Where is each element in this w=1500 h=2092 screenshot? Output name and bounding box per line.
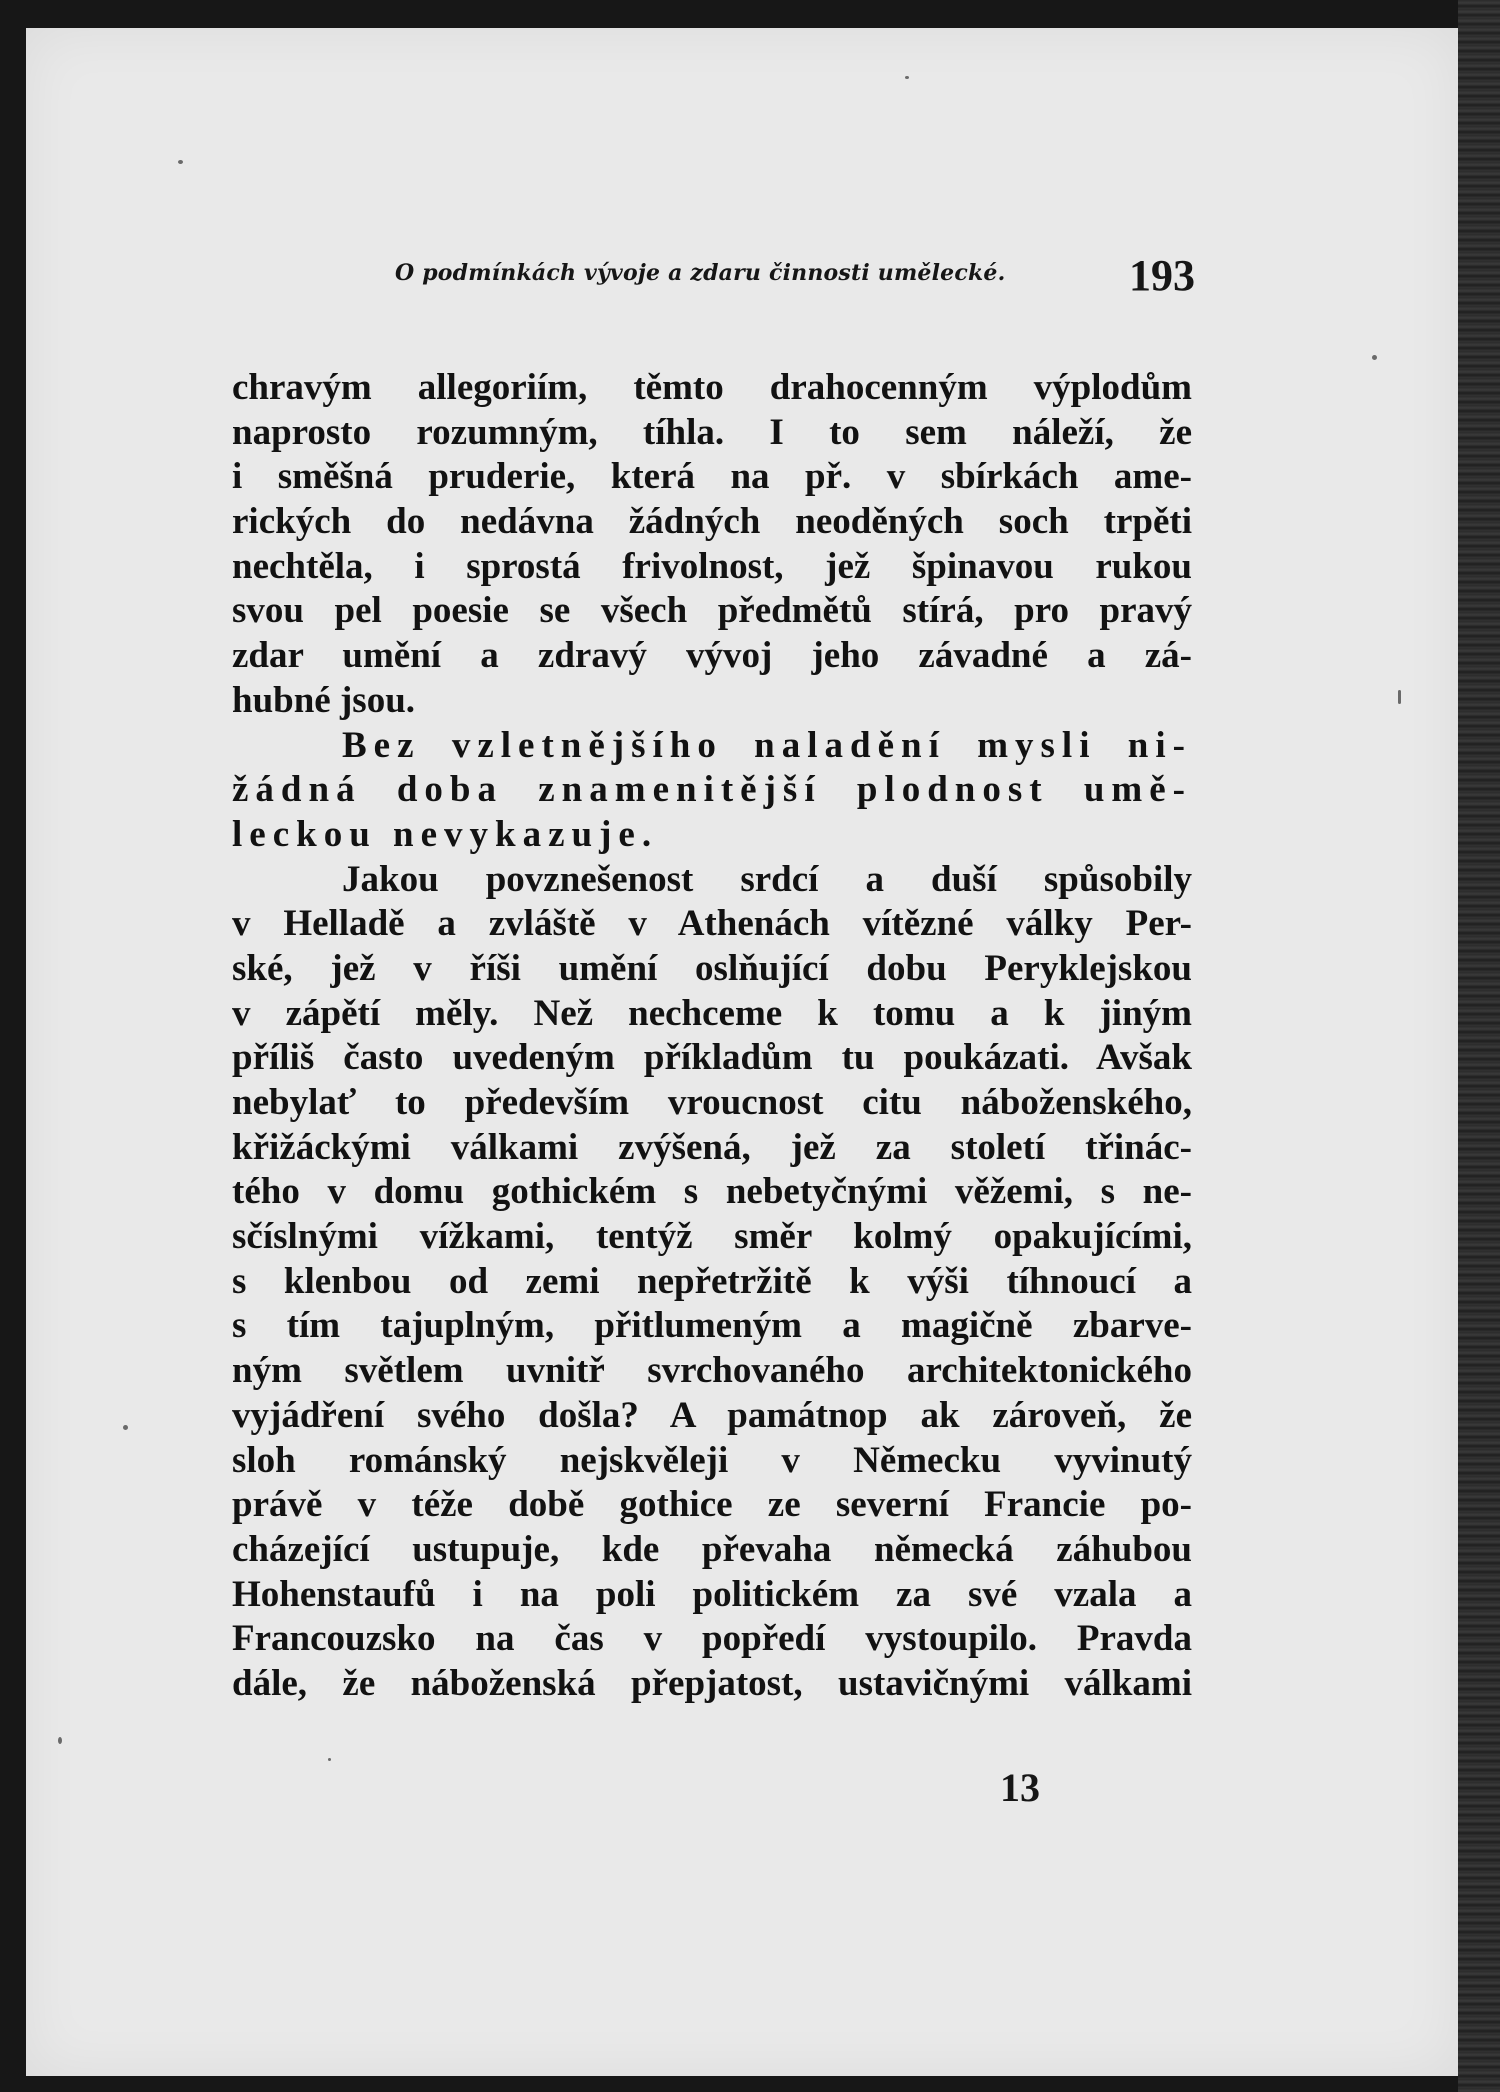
text-line: křižáckými válkami zvýšená, jež za století třinác- — [232, 1126, 1192, 1168]
paper-speck — [1398, 690, 1401, 704]
text-line: cházející ustupuje, kde převaha německá záhubou — [232, 1528, 1192, 1570]
text-line: ným světlem uvnitř svrchovaného architektonického — [232, 1350, 1192, 1392]
text-line: svou pel poesie se všech předmětů stírá, pro pravý — [232, 590, 1192, 632]
paper-speck — [1372, 355, 1377, 360]
text-line: Hohenstaufů i na poli politickém za své vzala a — [232, 1573, 1192, 1615]
text-line: vyjádření svého došla? A památnop ak zároveň, že — [232, 1394, 1192, 1436]
text-line: ské, jež v říši umění oslňující dobu Peryklejskou — [232, 947, 1192, 989]
text-line: sčíslnými vížkami, tentýž směr kolmý opakujícími, — [232, 1216, 1192, 1258]
text-line: v Helladě a zvláště v Athenách vítězné války Per- — [232, 903, 1192, 945]
text-line: rických do nedávna žádných neoděných soch trpěti — [232, 501, 1192, 543]
text-line: i směšná pruderie, která na př. v sbírkách ame- — [232, 456, 1192, 498]
text-line: právě v téže době gothice ze severní Francie po- — [232, 1484, 1192, 1526]
text-line: v zápětí měly. Než nechceme k tomu a k jiným — [232, 992, 1192, 1034]
body-text — [232, 366, 1192, 1707]
text-line-emphasized: leckou nevykazuje. — [232, 813, 659, 855]
text-line-emphasized: žádná doba znamenitější plodnost umě- — [232, 769, 1192, 811]
page-header — [395, 250, 1195, 310]
book-edge — [1458, 0, 1500, 2092]
page-number: 193 — [1129, 251, 1195, 300]
paper-speck — [123, 1425, 128, 1430]
text-line: dále, že náboženská přepjatost, ustavičnými válkami — [232, 1662, 1192, 1704]
text-line-emphasized: Bez vzletnějšího naladění mysli ni- — [342, 724, 1192, 766]
text-line: hubné jsou. — [232, 679, 416, 721]
text-line: příliš často uvedeným příkladům tu poukázati. Avšak — [232, 1037, 1192, 1079]
text-line: naprosto rozumným, tíhla. I to sem náleží, že — [232, 411, 1192, 453]
paper-speck — [328, 1758, 331, 1761]
text-line: zdar umění a zdravý vývoj jeho závadné a zá- — [232, 635, 1192, 677]
paper-speck — [178, 160, 183, 164]
text-line: Jakou povznešenost srdcí a duší spůsobily — [342, 858, 1192, 900]
paper-speck — [905, 76, 909, 79]
text-line: Francouzsko na čas v popředí vystoupilo. Pravda — [232, 1618, 1192, 1660]
paper-speck — [58, 1737, 62, 1744]
text-line: chravým allegoriím, těmto drahocenným výplodům — [232, 367, 1192, 408]
text-line: s tím tajuplným, přitlumeným a magičně zbarve- — [232, 1305, 1192, 1347]
text-line: tého v domu gothickém s nebetyčnými věžemi, s ne- — [232, 1171, 1192, 1213]
text-line: nebylať to především vroucnost citu náboženského, — [232, 1082, 1192, 1123]
text-line: s klenbou od zemi nepřetržitě k výši tíhnoucí a — [232, 1260, 1192, 1302]
running-head: O podmínkách vývoje a zdaru činnosti umělecké. — [395, 260, 1006, 286]
text-line: sloh románský nejskvěleji v Německu vyvinutý — [232, 1439, 1192, 1481]
text-line: nechtěla, i sprostá frivolnost, jež špinavou rukou — [232, 545, 1192, 587]
signature-mark: 13 — [1000, 1765, 1040, 1810]
